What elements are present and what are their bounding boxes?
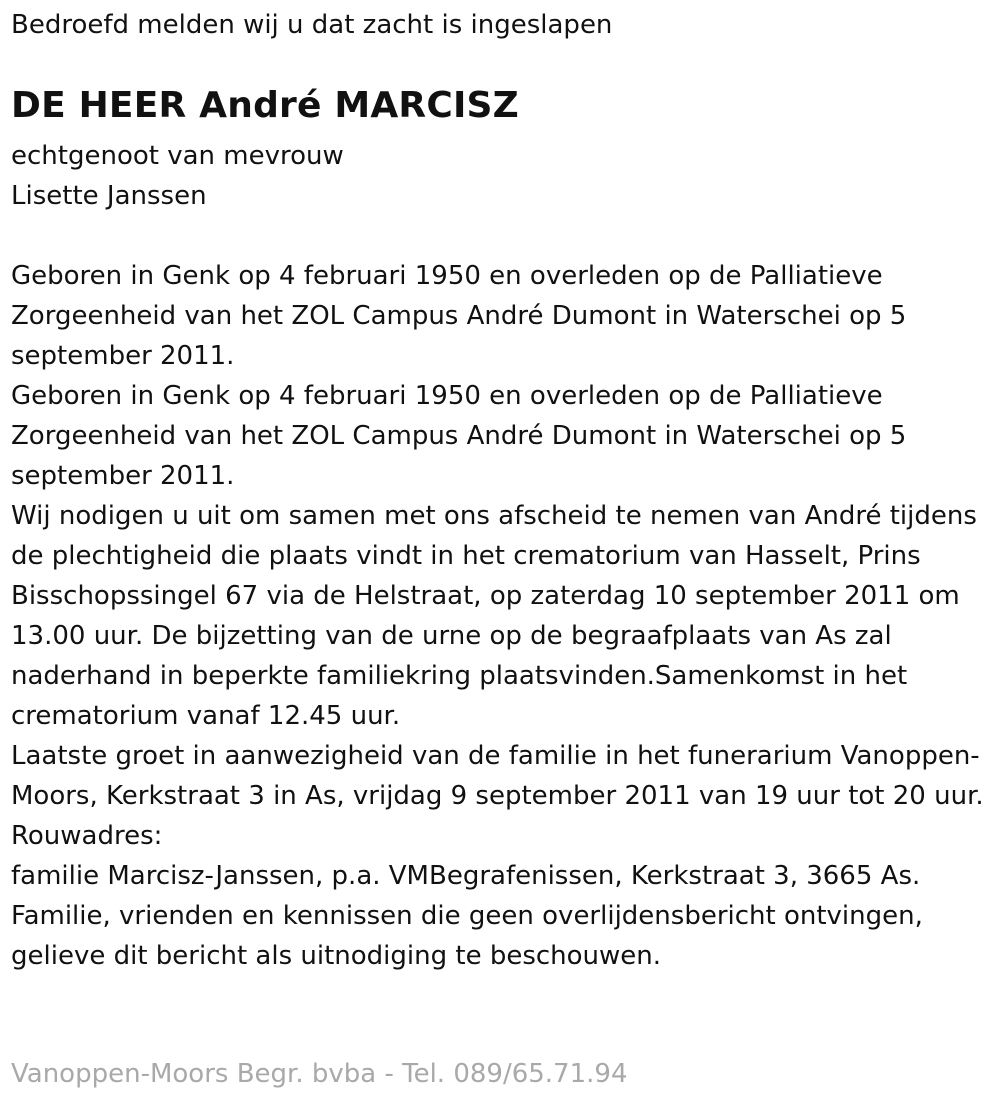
intro-text: Bedroefd melden wij u dat zacht is ingeslapen [11,10,613,40]
spouse-line-1: echtgenoot van mevrouw [11,141,344,171]
invitation-note: Familie, vrienden en kennissen die geen overlijdensbericht ontvingen, gelieve dit bericht als uitnodiging te beschouwen. [11,901,923,971]
funeral-home-footer: Vanoppen-Moors Begr. bvba - Tel. 089/65.71.94 [11,1059,628,1089]
spouse-line-2: Lisette Janssen [11,181,207,211]
farewell-paragraph: Laatste groet in aanwezigheid van de familie in het funerarium Vanoppen-Moors, Kerkstraat 3 in As, vrijdag 9 september 2011 van 19 uur tot 20 uur. [11,741,984,811]
mourning-address: familie Marcisz-Janssen, p.a. VMBegrafenissen, Kerkstraat 3, 3665 As. [11,861,921,891]
birth-death-paragraph: Geboren in Genk op 4 februari 1950 en overleden op de Palliatieve Zorgeenheid van het ZOL Campus André Dumont in Waterschei op 5 september 2011. [11,261,907,371]
deceased-name: DE HEER André MARCISZ [11,85,519,126]
spouse-info [11,136,344,216]
ceremony-paragraph: Wij nodigen u uit om samen met ons afscheid te nemen van André tijdens de plechtigheid die plaats vindt in het crematorium van Hasselt, Prins Bisschopssingel 67 via de Helstraat, op zaterdag 10 september 2011 om 13.00 uur. De bijzetting van de urne op de begraafplaats van As zal naderhand in beperkte familiekring plaatsvinden.Samenkomst in het crematorium vanaf 12.45 uur. [11,501,977,731]
notice-body [11,256,991,976]
mourning-address-label: Rouwadres: [11,821,163,851]
birth-death-paragraph-repeat: Geboren in Genk op 4 februari 1950 en overleden op de Palliatieve Zorgeenheid van het ZOL Campus André Dumont in Waterschei op 5 september 2011. [11,381,907,491]
